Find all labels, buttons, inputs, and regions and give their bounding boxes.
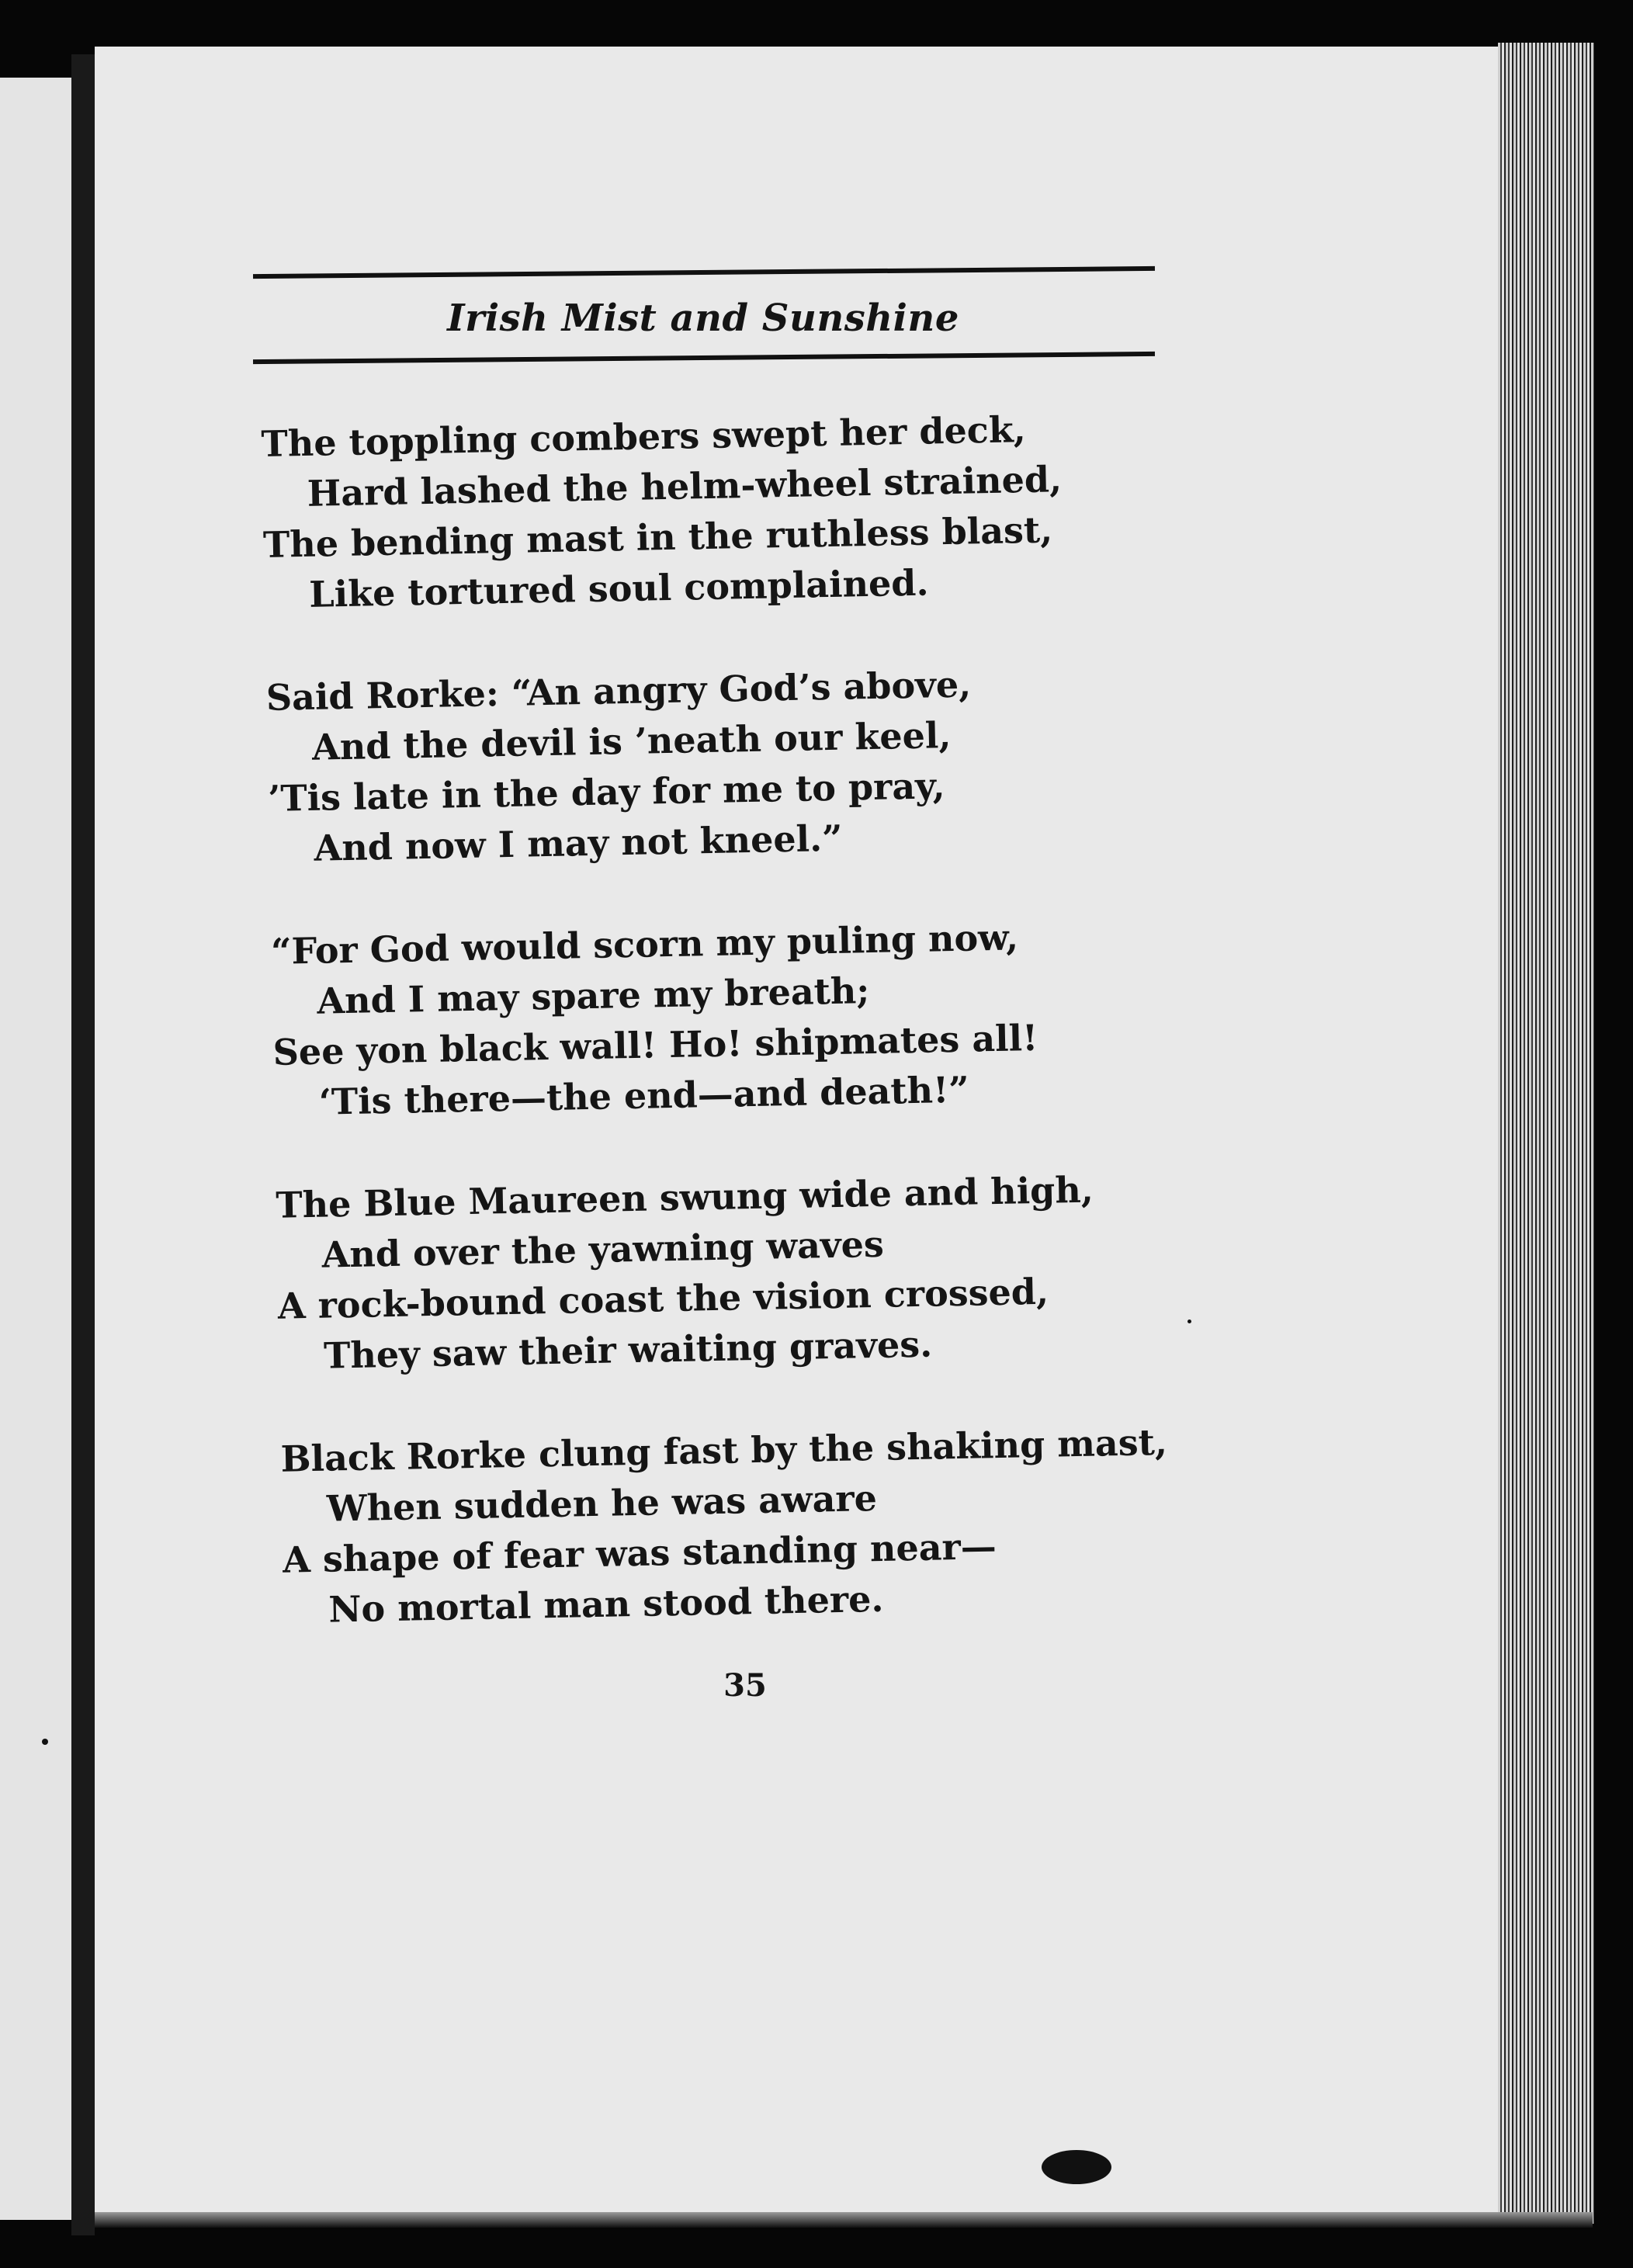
verse-line: Hard lashed the helm-wheel strained, [307, 458, 1063, 515]
running-head: Irish Mist and Sunshine [447, 297, 959, 340]
verse-line: See yon black wall! Ho! shipmates all! [272, 1016, 1038, 1073]
verse-line: No mortal man stood there. [328, 1577, 884, 1631]
verse-line: The toppling combers swept her deck, [261, 408, 1027, 465]
verse-line: Said Rorke: “An angry God’s above, [265, 663, 972, 719]
facing-page-edge [0, 78, 71, 2220]
stanza [280, 1417, 1215, 1636]
verse-line: ‘Tis there—the end—and death!” [318, 1068, 970, 1123]
verse-line: They saw their waiting graves. [323, 1323, 933, 1377]
page-bottom-shadow [95, 2212, 1593, 2228]
stanza [276, 1163, 1211, 1382]
ink-blot [1042, 2150, 1111, 2184]
verse-line: And the devil is ’neath our keel, [311, 714, 952, 768]
verse-line: A shape of fear was standing near— [282, 1525, 997, 1581]
verse-line: And over the yawning waves [321, 1222, 885, 1276]
verse-line: The bending mast in the ruthless blast, [262, 508, 1053, 566]
page-edges [1498, 43, 1594, 2224]
book-gutter [71, 54, 95, 2235]
verse-line: And I may spare my breath; [316, 969, 870, 1022]
verse-line: And now I may not kneel.” [314, 817, 844, 869]
verse-line: The Blue Maureen swung wide and high, [275, 1168, 1094, 1226]
dust-speck [42, 1739, 48, 1745]
verse-line: Black Rorke clung fast by the shaking mast, [280, 1420, 1168, 1480]
verse-line: A rock-bound coast the vision crossed, [277, 1270, 1049, 1327]
page-number: 35 [723, 1667, 767, 1704]
stanza [265, 655, 1201, 875]
verse-line: ’Tis late in the day for me to pray, [267, 765, 945, 820]
verse-line: Like tortured soul complained. [308, 561, 929, 616]
stanza [271, 909, 1206, 1129]
verse-line: “For God would scorn my puling now, [270, 916, 1019, 973]
stanza [261, 401, 1196, 621]
verse-line: When sudden he was aware [326, 1477, 878, 1530]
poem-body [261, 401, 1216, 1688]
